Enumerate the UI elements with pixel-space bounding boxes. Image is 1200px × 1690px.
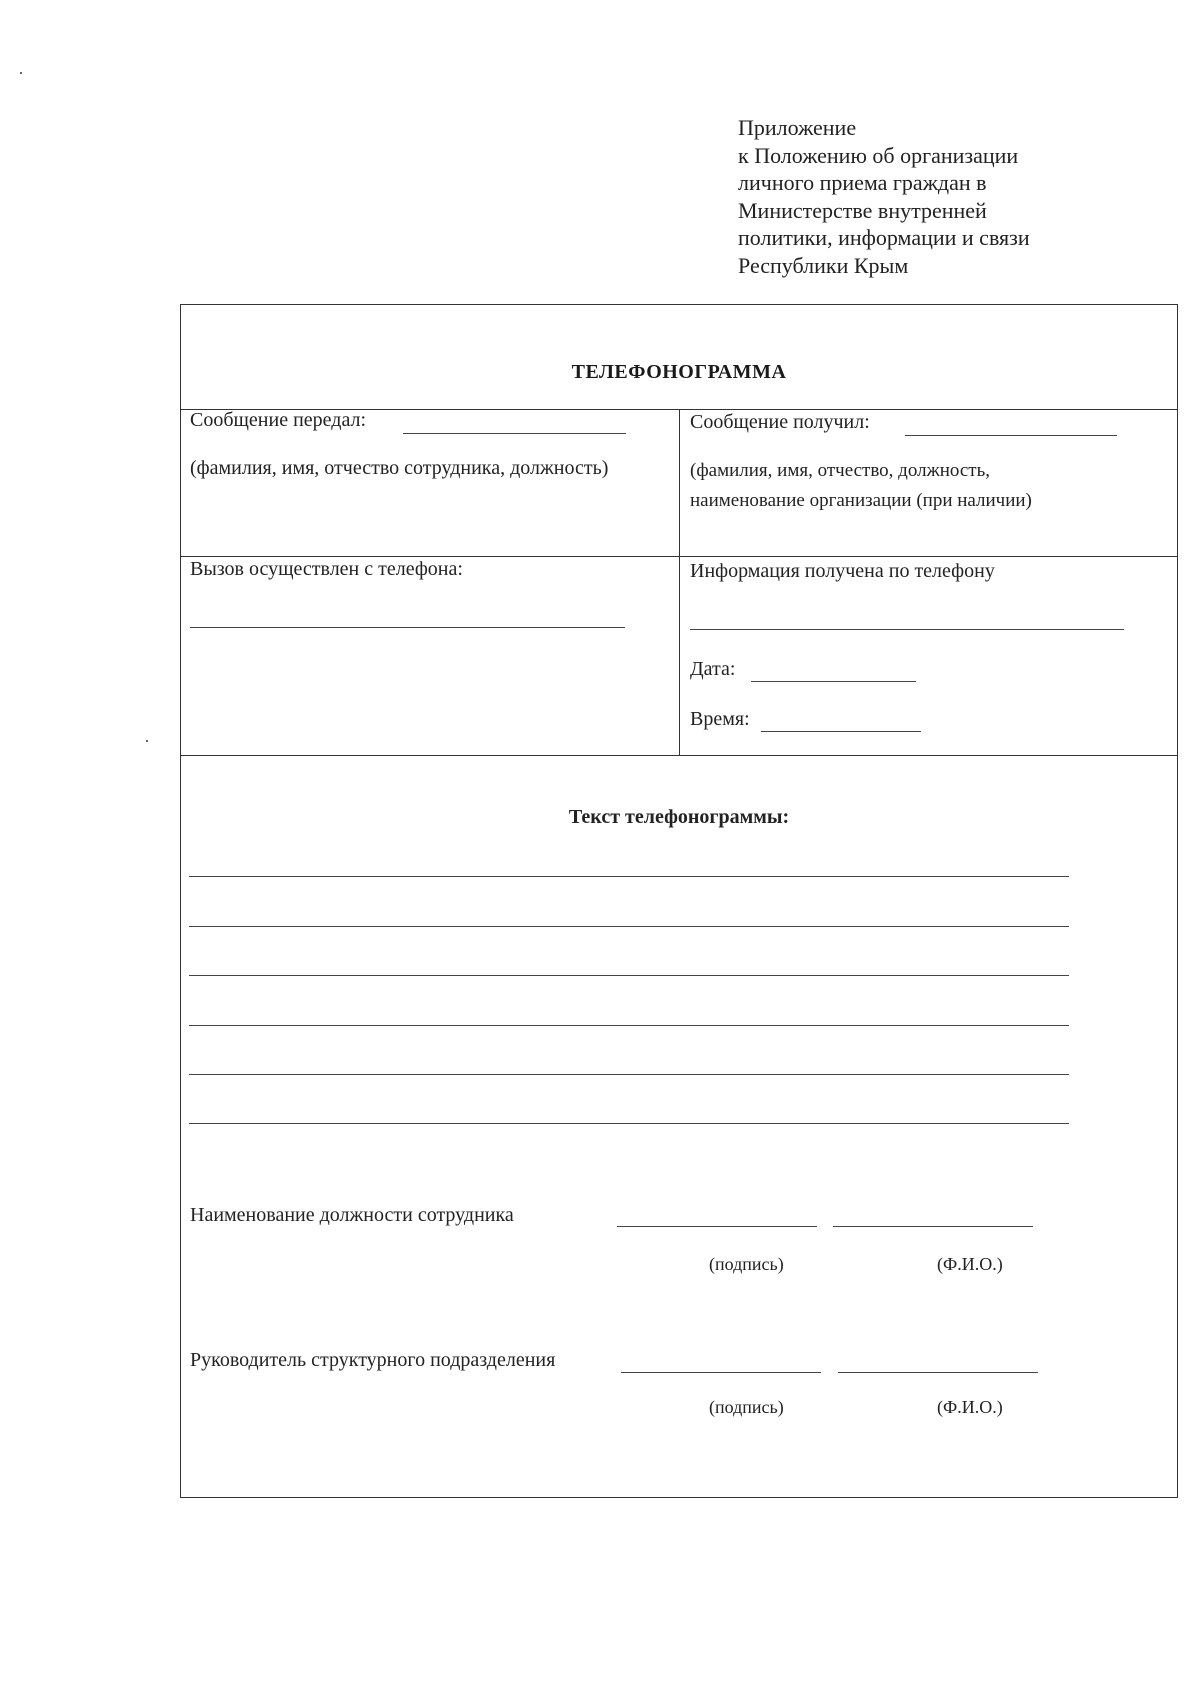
body-text-line[interactable] [189,975,1069,976]
info-received-label: Информация получена по телефону [690,560,995,582]
receiver-hint: наименование организации (при наличии) [690,490,1032,511]
body-text-line[interactable] [189,1074,1069,1075]
date-label: Дата: [690,658,736,680]
body-text-line[interactable] [189,926,1069,927]
info-received-phone-field[interactable] [690,629,1124,630]
column-divider [679,409,680,756]
receiver-hint: (фамилия, имя, отчество, должность, [690,460,990,481]
department-head-label: Руководитель структурного подразделения [190,1349,556,1371]
appendix-line: к Положению об организации [738,142,1019,168]
employee-position-label: Наименование должности сотрудника [190,1204,514,1226]
divider [181,556,1177,557]
time-label: Время: [690,708,750,730]
appendix-line: Приложение [738,115,857,140]
appendix-line: личного приема граждан в [738,170,987,195]
employee-signature-field[interactable] [617,1226,817,1227]
date-field[interactable] [751,681,916,682]
call-from-phone-field[interactable] [190,627,625,628]
body-heading: Текст телефонограммы: [568,806,790,828]
name-caption: (Ф.И.О.) [937,1254,1003,1274]
sender-hint: (фамилия, имя, отчество сотрудника, должность) [190,457,609,479]
signature-caption: (подпись) [709,1397,784,1417]
head-signature-field[interactable] [621,1372,821,1373]
receiver-field[interactable] [905,435,1117,436]
body-text-line[interactable] [189,876,1069,877]
receiver-label: Сообщение получил: [690,411,870,433]
sender-label: Сообщение передал: [190,409,367,431]
appendix-line: Республики Крым [738,252,909,278]
call-from-label: Вызов осуществлен с телефона: [190,558,463,580]
appendix-line: политики, информации и связи [738,225,1030,250]
signature-caption: (подпись) [709,1254,784,1274]
form-title: ТЕЛЕФОНОГРАММА [571,361,787,383]
name-caption: (Ф.И.О.) [937,1397,1003,1417]
sender-field[interactable] [403,433,626,434]
telephonogram-form [180,304,1178,1498]
body-text-line[interactable] [189,1025,1069,1026]
scan-speck [146,740,148,742]
head-name-field[interactable] [838,1372,1038,1373]
body-text-line[interactable] [189,1123,1069,1124]
appendix-header [738,114,1138,279]
scan-speck [20,72,22,74]
time-field[interactable] [761,731,921,732]
divider [181,755,1177,756]
employee-name-field[interactable] [833,1226,1033,1227]
appendix-line: Министерстве внутренней [738,197,987,223]
